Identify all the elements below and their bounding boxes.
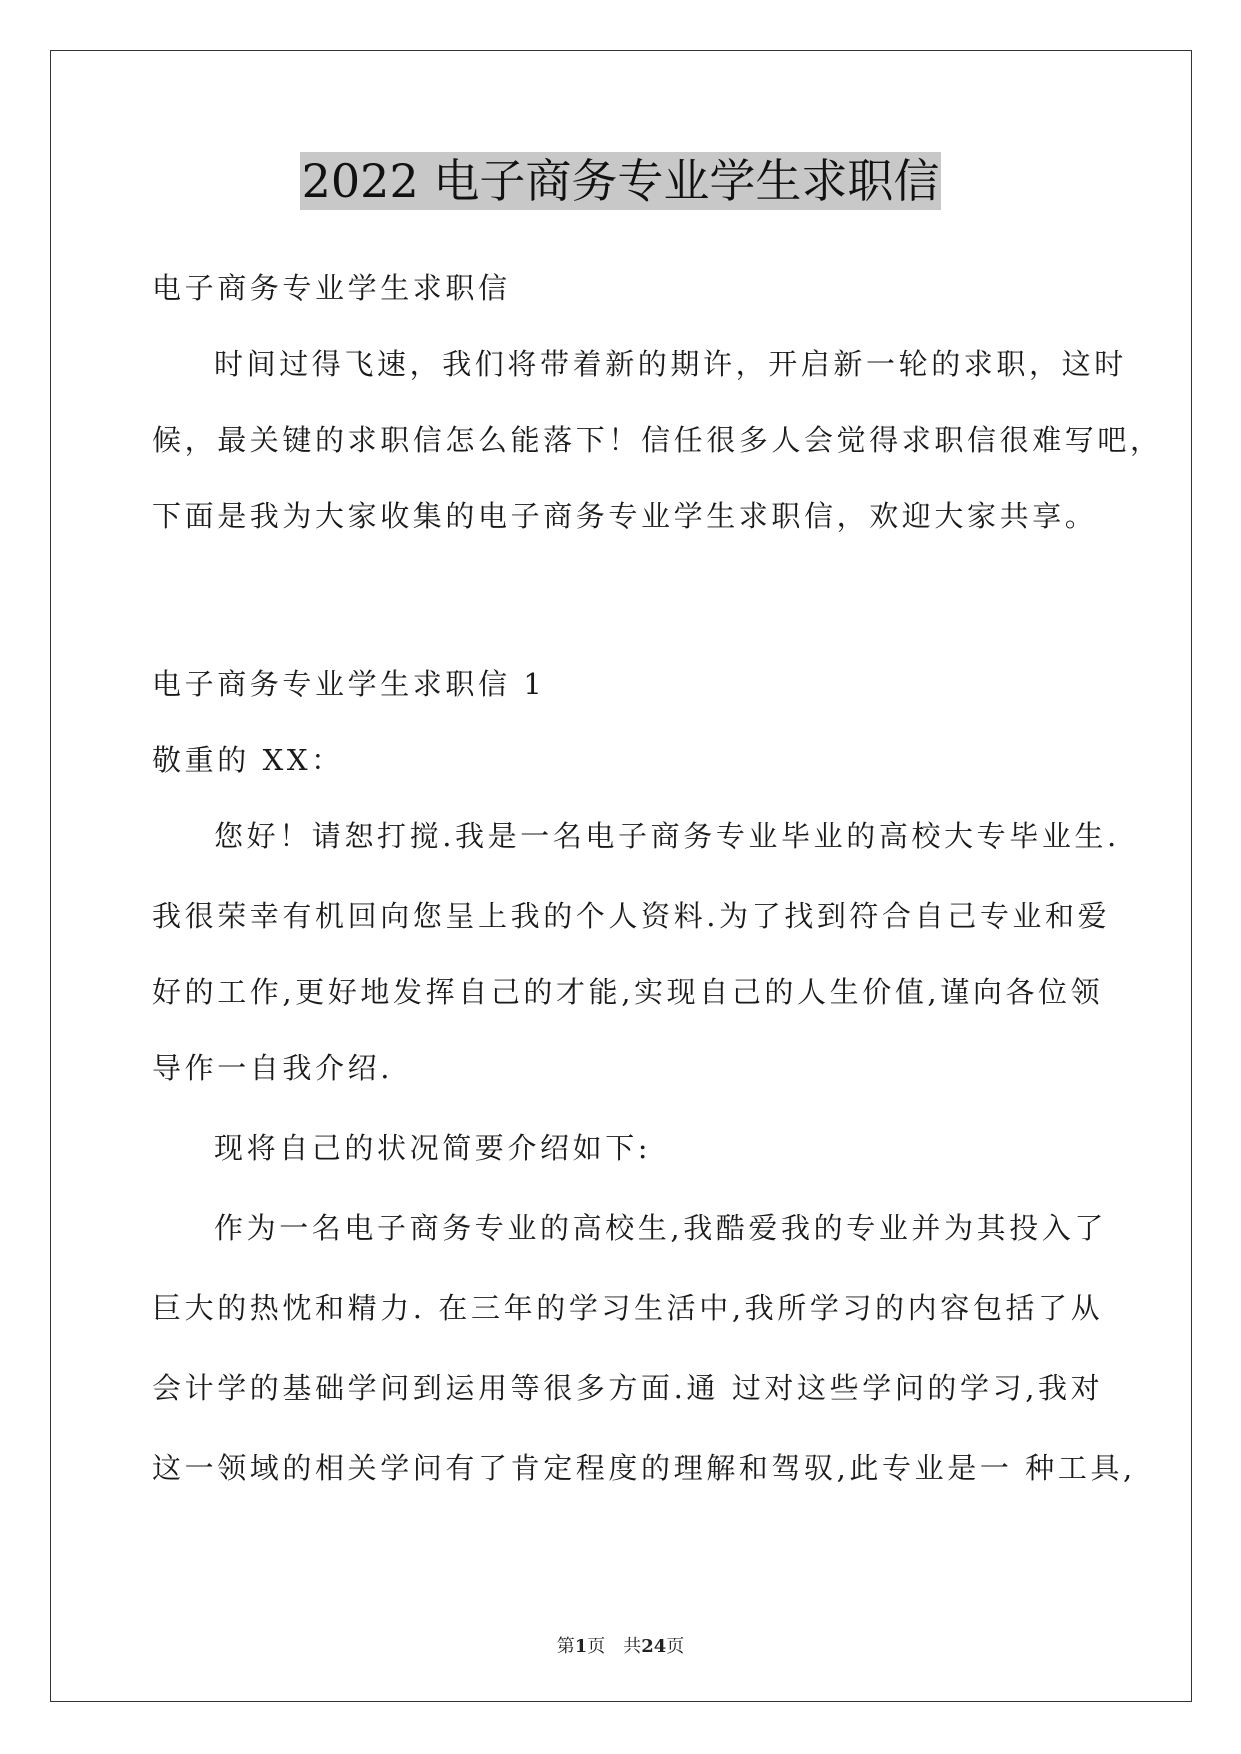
paragraph3-line-4: 这一领域的相关学问有了肯定程度的理解和驾驭,此专业是一 种工具, — [152, 1451, 1136, 1485]
paragraph2: 现将自己的状况简要介绍如下: — [214, 1131, 652, 1165]
paragraph3-line-2: 巨大的热忱和精力. 在三年的学习生活中,我所学习的内容包括了从 — [152, 1291, 1104, 1325]
salutation: 敬重的 XX： — [152, 743, 344, 777]
paragraph3-line-1: 作为一名电子商务专业的高校生,我酷爱我的专业并为其投入了 — [214, 1211, 1108, 1245]
footer-prefix: 第 — [556, 1636, 575, 1657]
paragraph1-line-1: 您好！请恕打搅.我是一名电子商务专业毕业的高校大专毕业生. — [214, 819, 1120, 853]
intro-line-3: 下面是我为大家收集的电子商务专业学生求职信，欢迎大家共享。 — [152, 499, 1098, 533]
footer-mid: 页 共 — [587, 1636, 642, 1657]
page-footer — [0, 1632, 1241, 1658]
paragraph1-line-3: 好的工作,更好地发挥自己的才能,实现自己的人生价值,谨向各位领 — [152, 975, 1104, 1009]
footer-page-current: 1 — [574, 1636, 588, 1657]
document-subtitle: 电子商务专业学生求职信 — [152, 271, 511, 305]
intro-line-1: 时间过得飞速，我们将带着新的期许，开启新一轮的求职，这时 — [214, 347, 1127, 381]
title-container — [0, 152, 1241, 210]
paragraph1-line-4: 导作一自我介绍. — [152, 1051, 394, 1085]
footer-suffix: 页 — [666, 1636, 685, 1657]
section-heading: 电子商务专业学生求职信 1 — [152, 667, 546, 701]
footer-page-total: 24 — [641, 1636, 667, 1657]
intro-line-2: 候，最关键的求职信怎么能落下！信任很多人会觉得求职信很难写吧， — [152, 423, 1163, 457]
paragraph3-line-3: 会计学的基础学问到运用等很多方面.通 过对这些学问的学习,我对 — [152, 1371, 1104, 1405]
paragraph1-line-2: 我很荣幸有机回向您呈上我的个人资料.为了找到符合自己专业和爱 — [152, 899, 1111, 933]
document-title: 2022 电子商务专业学生求职信 — [301, 154, 940, 208]
